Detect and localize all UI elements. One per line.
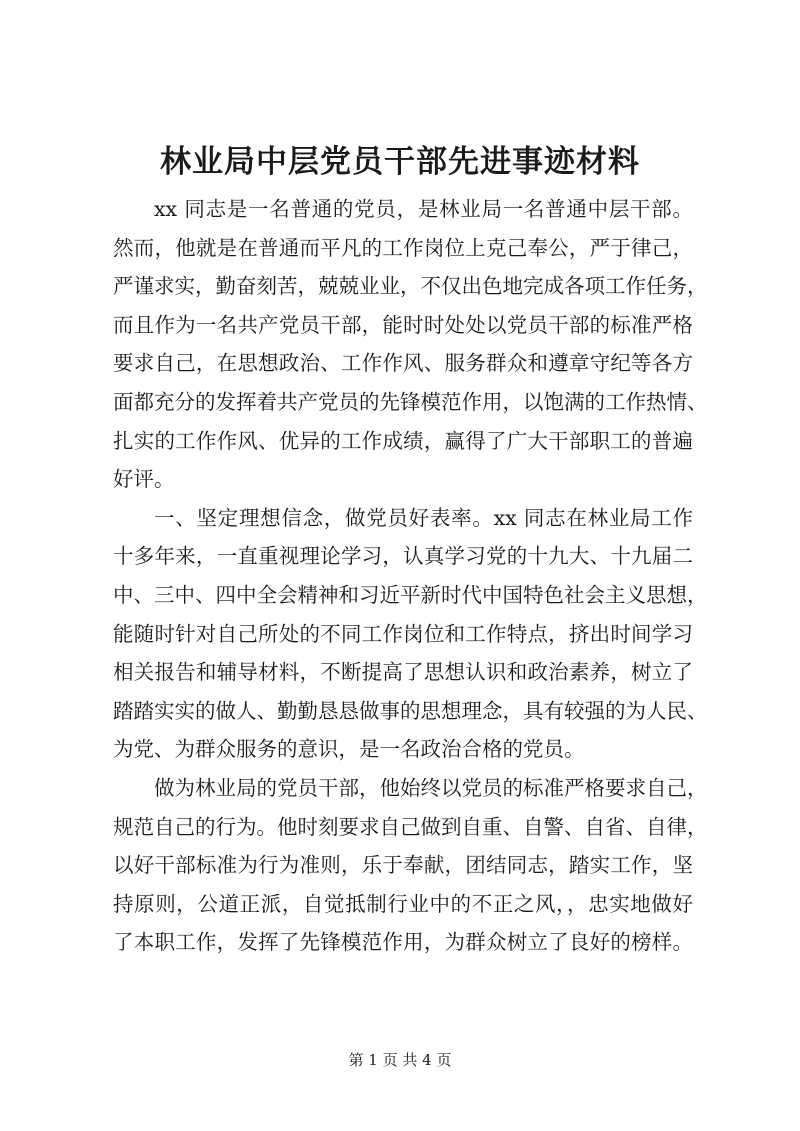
text-line: 扎实的工作作风、优异的工作成绩，赢得了广大干部职工的普遍 (113, 428, 693, 453)
text-line: 然而，他就是在普通而平凡的工作岗位上克己奉公，严于律己， (113, 235, 693, 260)
text-line: 能随时针对自己所处的不同工作岗位和工作特点，挤出时间学习 (113, 621, 693, 646)
text-line: 要求自己，在思想政治、工作作风、服务群众和遵章守纪等各方 (113, 351, 693, 376)
text-line: 一、坚定理想信念，做党员好表率。xx 同志在林业局工作 (154, 505, 693, 530)
text-line: 以好干部标准为行为准则，乐于奉献，团结同志，踏实工作，坚 (113, 853, 693, 878)
text-line: xx 同志是一名普通的党员，是林业局一名普通中层干部。 (154, 197, 693, 221)
text-line: 规范自己的行为。他时刻要求自己做到自重、自警、自省、自律， (113, 814, 708, 839)
text-line: 好评。 (113, 467, 175, 492)
text-line: 持原则，公道正派，自觉抵制行业中的不正之风，，忠实地做好 (113, 891, 693, 916)
text-line: 中、三中、四中全会精神和习近平新时代中国特色社会主义思想， (113, 582, 708, 607)
document-body (113, 190, 708, 962)
text-line: 踏踏实实的做人、勤勤恳恳做事的思想理念，具有较强的为人民、 (113, 698, 708, 723)
text-line: 而且作为一名共产党员干部，能时时处处以党员干部的标准严格 (113, 312, 693, 337)
text-line: 做为林业局的党员干部，他始终以党员的标准严格要求自己， (154, 775, 708, 800)
text-line: 面都充分的发挥着共产党员的先锋模范作用，以饱满的工作热情、 (113, 389, 708, 414)
text-line: 十多年来，一直重视理论学习，认真学习党的十九大、十九届二 (113, 544, 693, 569)
document-title: 林业局中层党员干部先进事迹材料 (160, 144, 640, 180)
page-footer: 第 1 页 共 4 页 (348, 1051, 452, 1069)
text-line: 为党、为群众服务的意识，是一名政治合格的党员。 (113, 737, 585, 762)
text-line: 相关报告和辅导材料，不断提高了思想认识和政治素养，树立了 (113, 660, 693, 685)
text-line: 了本职工作，发挥了先锋模范作用，为群众树立了良好的榜样。 (113, 930, 693, 955)
text-line: 严谨求实，勤奋刻苦，兢兢业业，不仅出色地完成各项工作任务， (113, 274, 708, 299)
